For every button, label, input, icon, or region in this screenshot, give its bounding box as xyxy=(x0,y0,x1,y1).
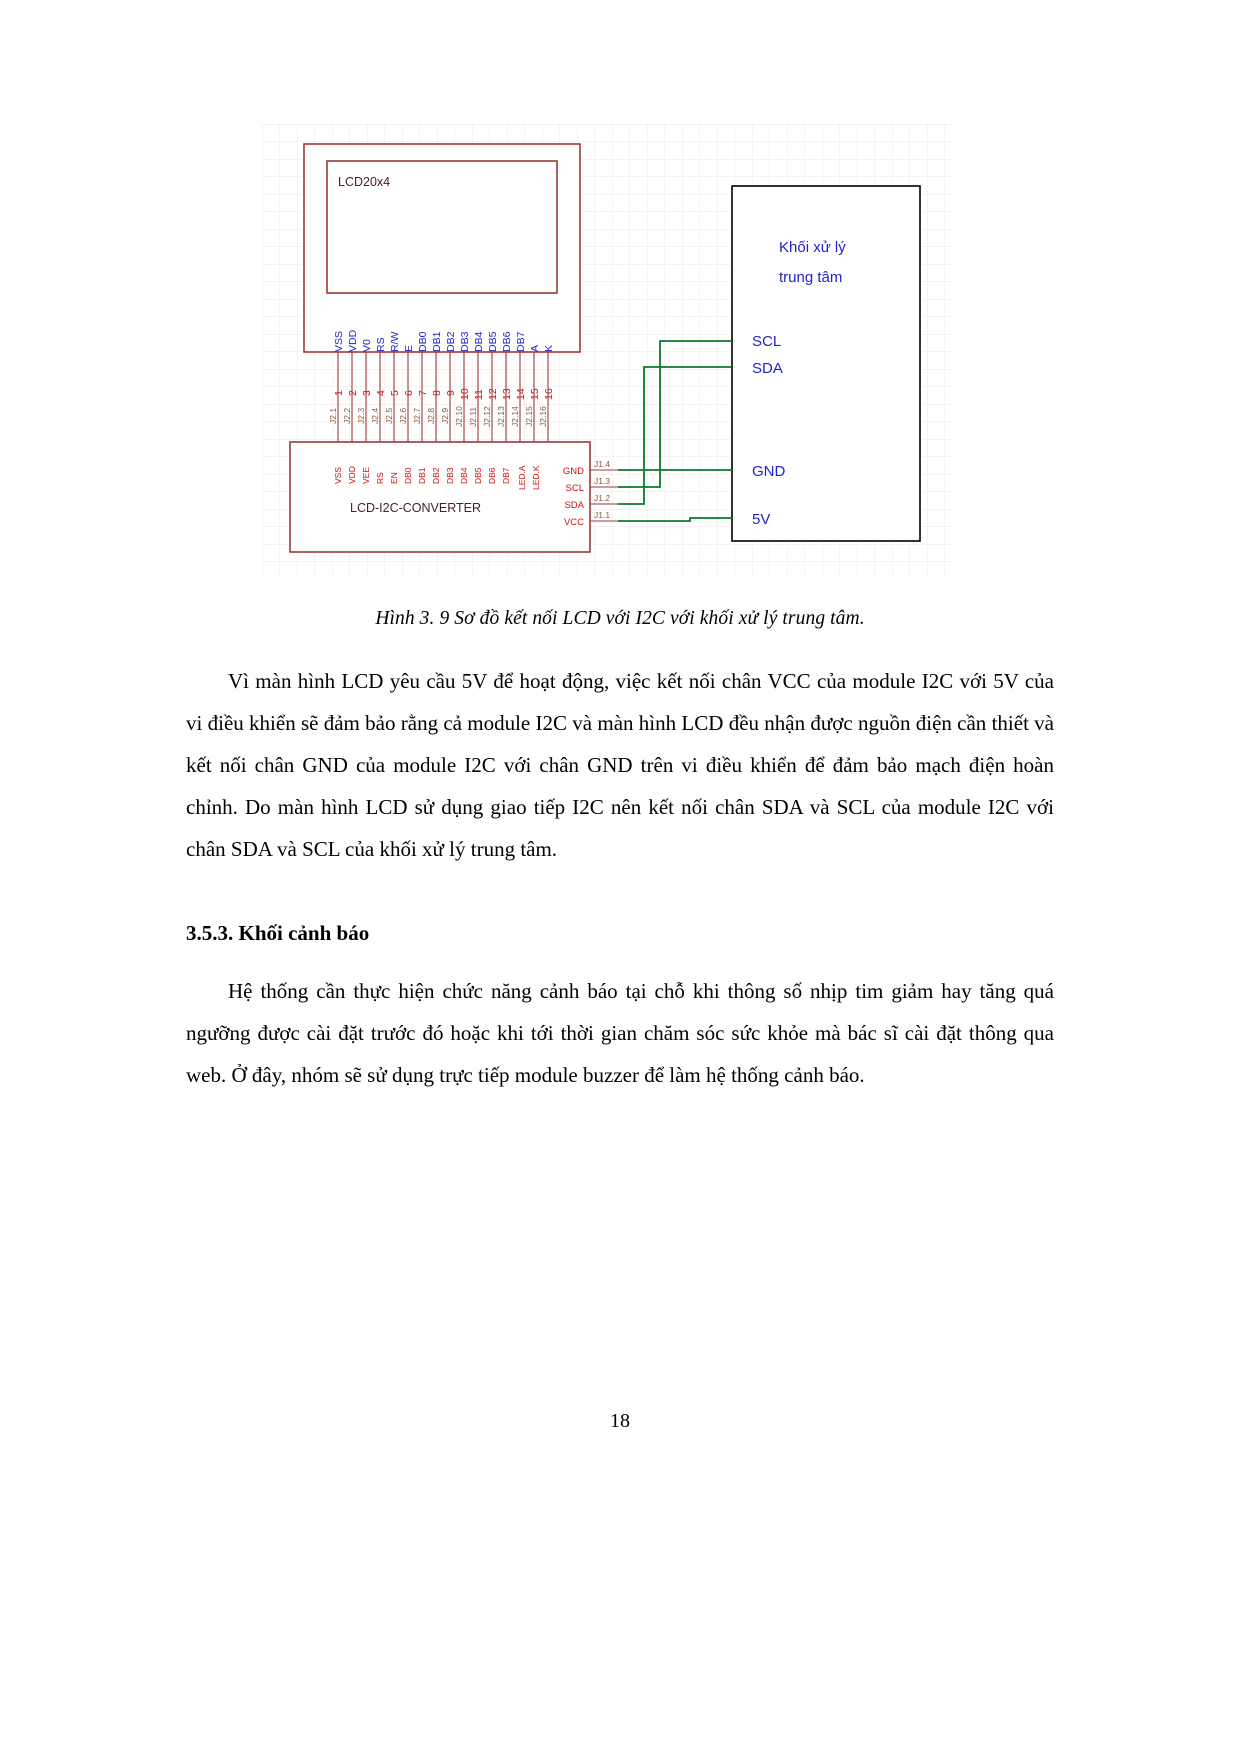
svg-text:Khối xử lý: Khối xử lý xyxy=(779,239,846,256)
svg-text:DB4: DB4 xyxy=(459,467,469,484)
svg-text:J2.7: J2.7 xyxy=(412,407,422,424)
svg-text:DB5: DB5 xyxy=(487,331,499,352)
svg-text:9: 9 xyxy=(445,390,457,396)
svg-text:J2.12: J2.12 xyxy=(482,406,492,427)
svg-text:4: 4 xyxy=(375,390,387,396)
svg-text:DB0: DB0 xyxy=(417,331,429,352)
svg-text:3: 3 xyxy=(361,390,373,396)
svg-text:VDD: VDD xyxy=(347,329,359,352)
svg-text:DB7: DB7 xyxy=(501,467,511,484)
svg-text:LED.K: LED.K xyxy=(531,465,541,490)
paragraph-1 xyxy=(186,660,1054,870)
svg-text:DB1: DB1 xyxy=(431,331,443,352)
svg-text:16: 16 xyxy=(543,388,555,400)
svg-text:SDA: SDA xyxy=(752,360,783,377)
svg-text:J2.16: J2.16 xyxy=(538,406,548,427)
svg-text:8: 8 xyxy=(431,390,443,396)
figure-schematic xyxy=(262,124,952,579)
svg-text:J2.1: J2.1 xyxy=(328,407,338,424)
svg-text:trung tâm: trung tâm xyxy=(779,269,843,286)
svg-text:LED.A: LED.A xyxy=(517,465,527,490)
svg-text:J1.2: J1.2 xyxy=(594,493,611,503)
svg-text:DB2: DB2 xyxy=(431,467,441,484)
svg-text:SCL: SCL xyxy=(565,483,584,494)
svg-text:DB5: DB5 xyxy=(473,467,483,484)
svg-text:DB7: DB7 xyxy=(515,331,527,352)
svg-text:DB6: DB6 xyxy=(487,467,497,484)
svg-text:7: 7 xyxy=(417,390,429,396)
svg-text:VEE: VEE xyxy=(361,466,371,484)
svg-text:DB4: DB4 xyxy=(473,331,485,352)
svg-text:DB3: DB3 xyxy=(459,331,471,352)
svg-text:J1.3: J1.3 xyxy=(594,476,611,486)
svg-text:J2.10: J2.10 xyxy=(454,406,464,427)
svg-text:VSS: VSS xyxy=(333,466,343,484)
svg-text:14: 14 xyxy=(515,388,527,400)
svg-text:SCL: SCL xyxy=(752,333,782,350)
svg-text:J2.11: J2.11 xyxy=(468,406,478,427)
svg-text:J2.4: J2.4 xyxy=(370,407,380,424)
svg-text:5: 5 xyxy=(389,390,401,396)
svg-text:12: 12 xyxy=(487,388,499,400)
svg-text:J2.15: J2.15 xyxy=(524,406,534,427)
svg-text:A: A xyxy=(529,344,541,352)
svg-text:J2.13: J2.13 xyxy=(496,406,506,427)
svg-text:10: 10 xyxy=(459,388,471,400)
page-number: 18 xyxy=(610,1410,630,1432)
svg-text:LCD20x4: LCD20x4 xyxy=(338,175,391,189)
svg-text:GND: GND xyxy=(562,466,584,477)
svg-text:V0: V0 xyxy=(361,339,373,352)
section-heading: 3.5.3. Khối cảnh báo xyxy=(186,921,370,945)
svg-text:J2.3: J2.3 xyxy=(356,407,366,424)
svg-text:J2.6: J2.6 xyxy=(398,407,408,424)
svg-text:VCC: VCC xyxy=(563,517,584,528)
svg-text:DB1: DB1 xyxy=(417,467,427,484)
paragraph-2 xyxy=(186,970,1054,1096)
svg-text:J2.2: J2.2 xyxy=(342,407,352,424)
svg-text:15: 15 xyxy=(529,388,541,400)
svg-text:2: 2 xyxy=(347,390,359,396)
paragraph-2-text: Hệ thống cần thực hiện chức năng cảnh báo tại chỗ khi thông số nhịp tim giảm hay tăng quá ngưỡng được cài đặt trước đó hoặc khi tới thời gian chăm sóc sức khỏe mà bác sĩ cài đặt thông qua web. Ở đây, nhóm sẽ sử dụng trực tiếp module buzzer để làm hệ thống cảnh báo. xyxy=(186,979,1054,1087)
svg-text:VDD: VDD xyxy=(347,466,357,484)
svg-text:1: 1 xyxy=(333,390,345,396)
svg-text:DB0: DB0 xyxy=(403,467,413,484)
svg-text:RS: RS xyxy=(375,337,387,352)
svg-text:RS: RS xyxy=(375,472,385,484)
svg-text:J1.1: J1.1 xyxy=(594,510,611,520)
figure-caption: Hình 3. 9 Sơ đồ kết nối LCD với I2C với khối xử lý trung tâm. xyxy=(375,608,865,629)
schematic-canvas xyxy=(262,124,952,579)
svg-text:EN: EN xyxy=(389,472,399,484)
svg-text:E: E xyxy=(403,344,415,352)
svg-text:J2.8: J2.8 xyxy=(426,407,436,424)
svg-text:J2.5: J2.5 xyxy=(384,407,394,424)
svg-text:K: K xyxy=(543,344,555,352)
svg-text:SDA: SDA xyxy=(564,500,584,511)
svg-text:LCD-I2C-CONVERTER: LCD-I2C-CONVERTER xyxy=(350,501,482,515)
svg-text:DB6: DB6 xyxy=(501,331,513,352)
svg-text:13: 13 xyxy=(501,388,513,400)
paragraph-1-text: Vì màn hình LCD yêu cầu 5V để hoạt động, việc kết nối chân VCC của module I2C với 5V của vi điều khiển sẽ đảm bảo rằng cả module I2C và màn hình LCD đều nhận được nguồn điện cần thiết và kết nối chân GND của module I2C với chân GND trên vi điều khiển để đảm bảo mạch điện hoàn chỉnh. Do màn hình LCD sử dụng giao tiếp I2C nên kết nối chân SDA và SCL của module I2C với chân SDA và SCL của khối xử lý trung tâm. xyxy=(186,669,1054,861)
svg-text:11: 11 xyxy=(473,389,485,400)
svg-text:R/W: R/W xyxy=(389,331,401,352)
svg-text:6: 6 xyxy=(403,390,415,396)
svg-text:DB2: DB2 xyxy=(445,331,457,352)
svg-text:DB3: DB3 xyxy=(445,467,455,484)
svg-text:GND: GND xyxy=(752,463,786,480)
svg-text:VSS: VSS xyxy=(333,330,345,352)
svg-text:5V: 5V xyxy=(752,511,771,528)
svg-text:J2.9: J2.9 xyxy=(440,407,450,424)
svg-text:J2.14: J2.14 xyxy=(510,406,520,427)
svg-text:J1.4: J1.4 xyxy=(594,459,611,469)
